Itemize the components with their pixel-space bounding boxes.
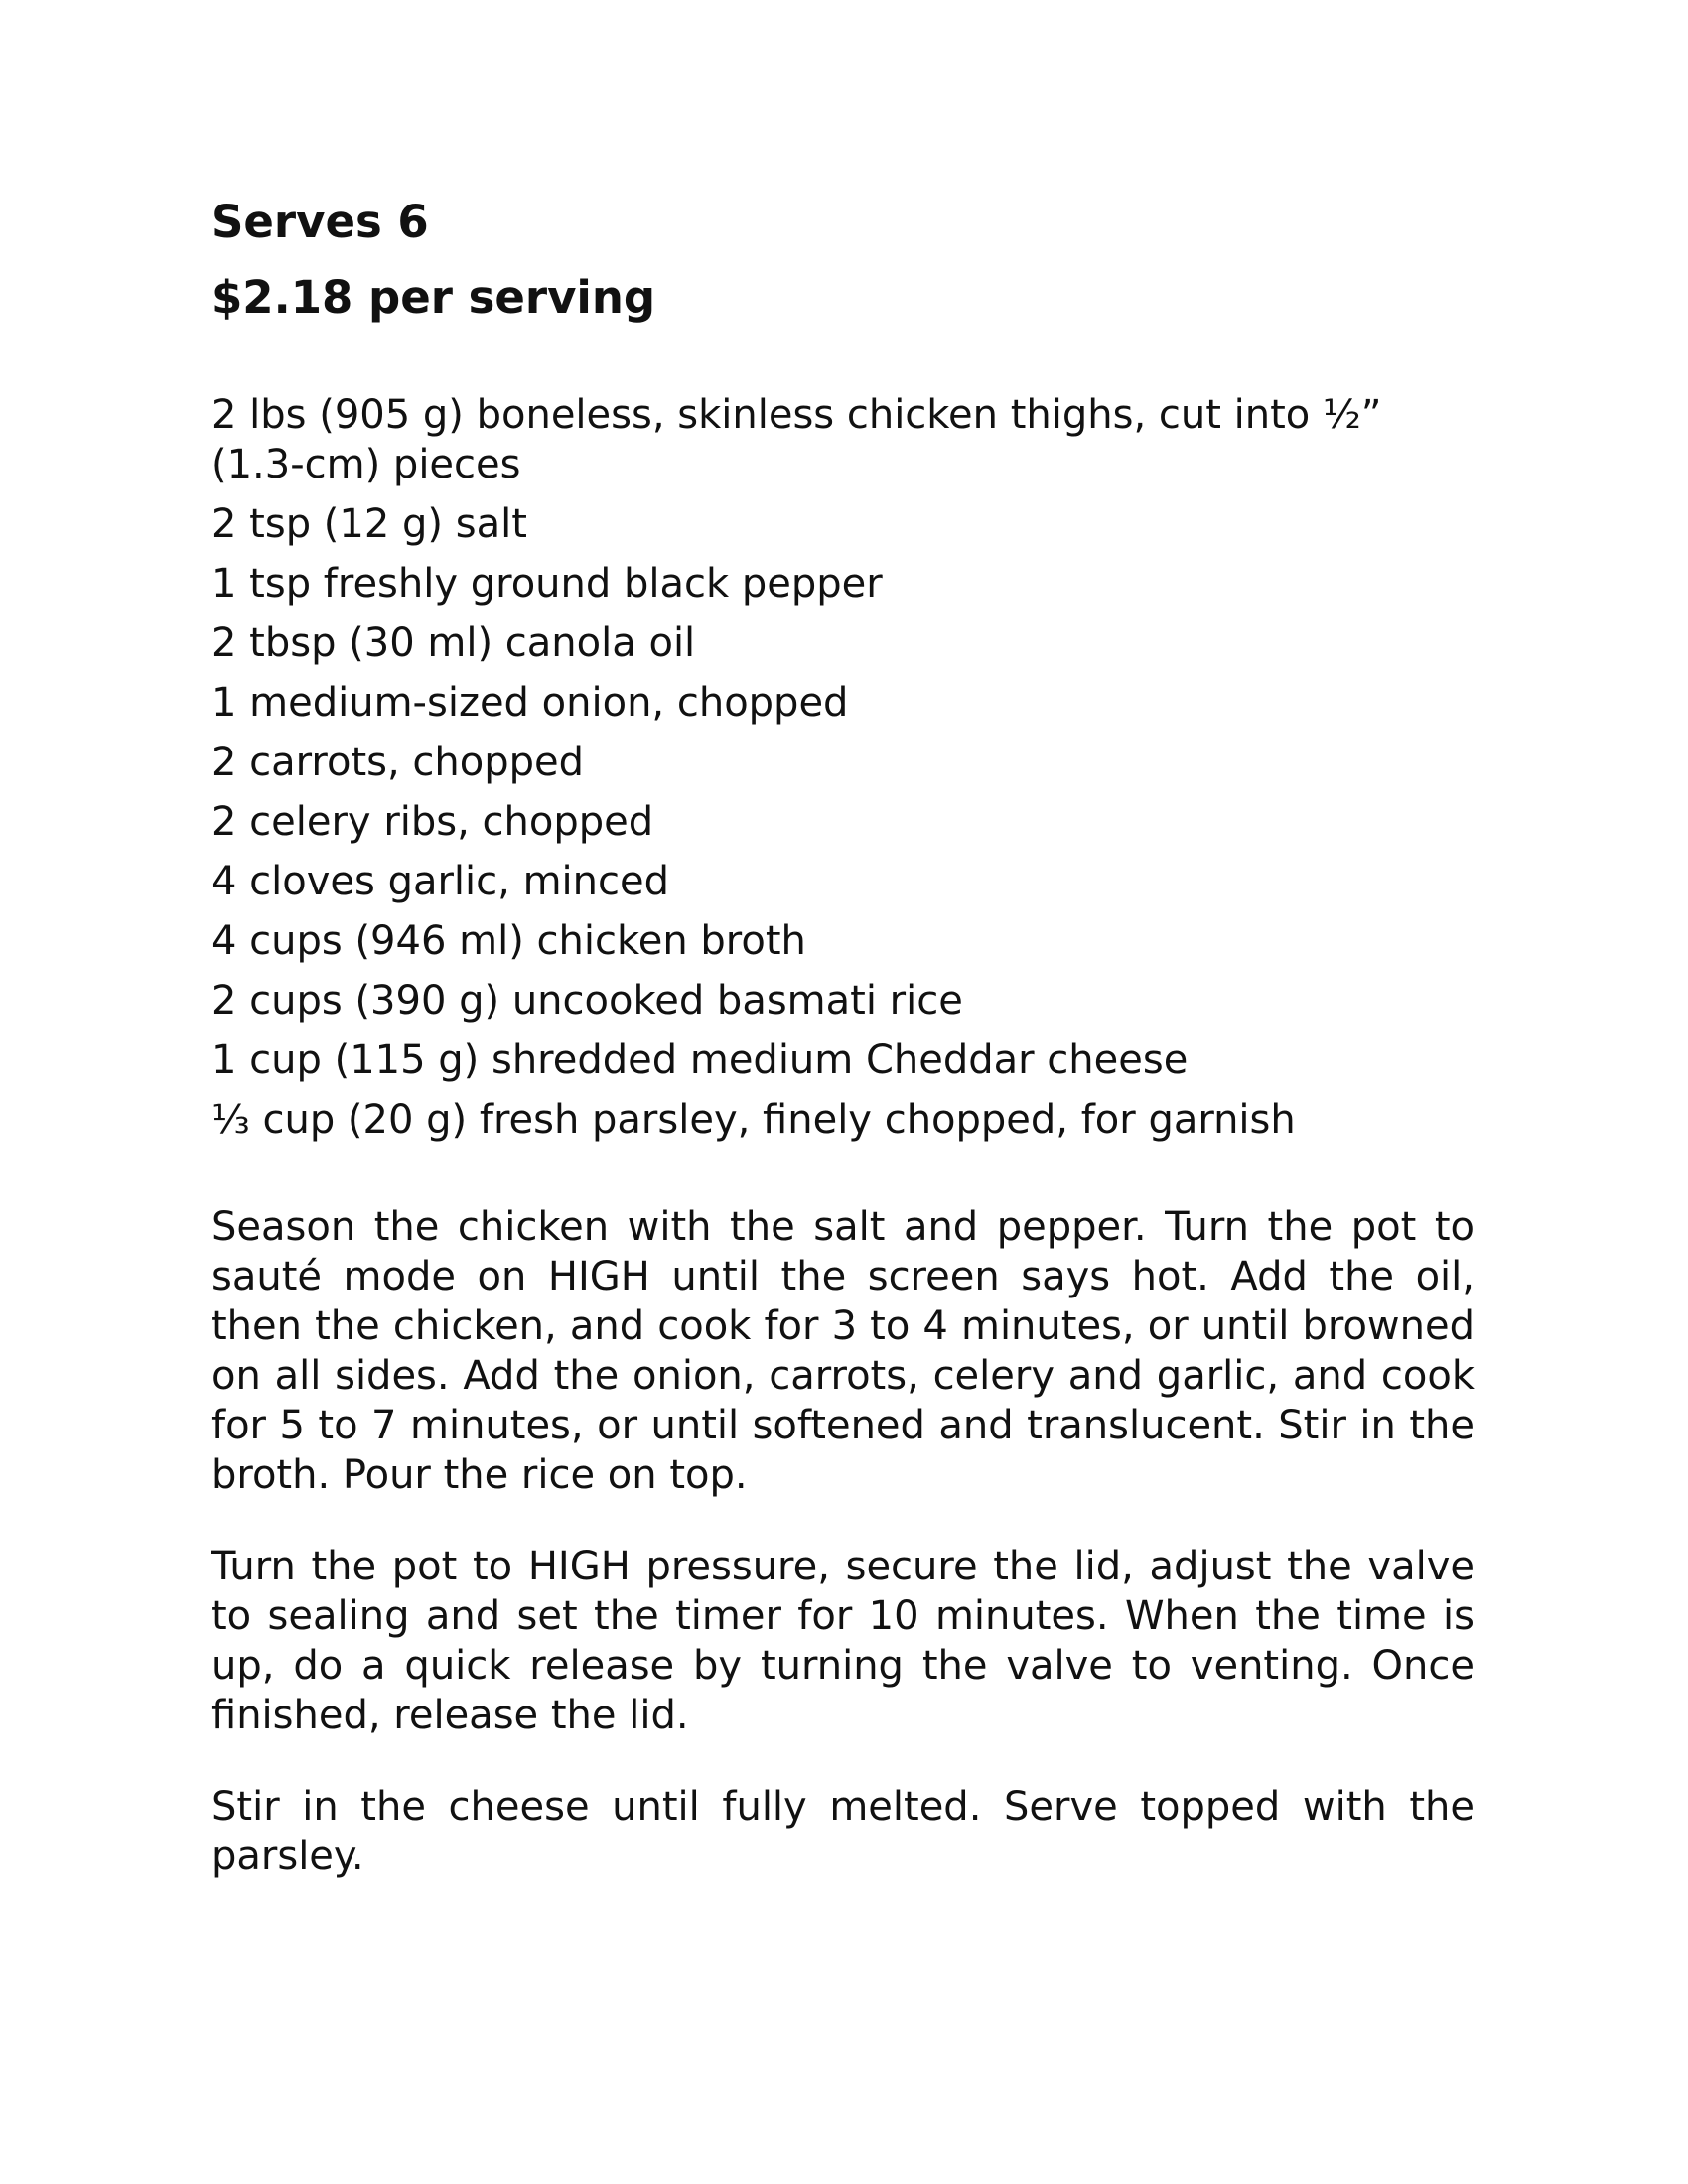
ingredient-item: 2 carrots, chopped xyxy=(211,740,584,785)
ingredient-item: 4 cloves garlic, minced xyxy=(211,859,669,904)
directions-section xyxy=(211,1202,1475,1881)
ingredient-item: 2 lbs (905 g) boneless, skinless chicken thighs, cut into ½” (1.3-cm) pieces xyxy=(211,392,1382,487)
ingredient-item: ⅓ cup (20 g) fresh parsley, finely chopped, for garnish xyxy=(211,1097,1296,1143)
ingredient-item: 2 tbsp (30 ml) canola oil xyxy=(211,620,696,666)
ingredient-item: 1 medium-sized onion, chopped xyxy=(211,680,849,726)
serves-heading: Serves 6 xyxy=(211,196,429,248)
ingredient-item: 1 tsp freshly ground black pepper xyxy=(211,561,883,607)
recipe-page xyxy=(211,195,1475,1923)
cost-per-serving-heading: $2.18 per serving xyxy=(211,271,656,324)
direction-paragraph: Turn the pot to HIGH pressure, secure the lid, adjust the valve to sealing and set the timer for 10 minutes. When the time is up, do a quick release by turning the valve to venting. Once finished, release the lid. xyxy=(211,1544,1475,1738)
ingredient-item: 4 cups (946 ml) chicken broth xyxy=(211,918,806,964)
ingredient-item: 1 cup (115 g) shredded medium Cheddar cheese xyxy=(211,1037,1189,1083)
direction-paragraph: Stir in the cheese until fully melted. Serve topped with the parsley. xyxy=(211,1784,1475,1879)
ingredient-item: 2 cups (390 g) uncooked basmati rice xyxy=(211,978,963,1024)
direction-paragraph: Season the chicken with the salt and pepper. Turn the pot to sauté mode on HIGH until the screen says hot. Add the oil, then the chicken, and cook for 3 to 4 minutes, or until browned on all sides. Add the onion, carrots, celery and garlic, and cook for 5 to 7 minutes, or until softened and translucent. Stir in the broth. Pour the rice on top. xyxy=(211,1204,1475,1498)
ingredient-item: 2 celery ribs, chopped xyxy=(211,799,654,845)
ingredient-item: 2 tsp (12 g) salt xyxy=(211,501,527,547)
ingredient-list xyxy=(211,390,1475,1145)
